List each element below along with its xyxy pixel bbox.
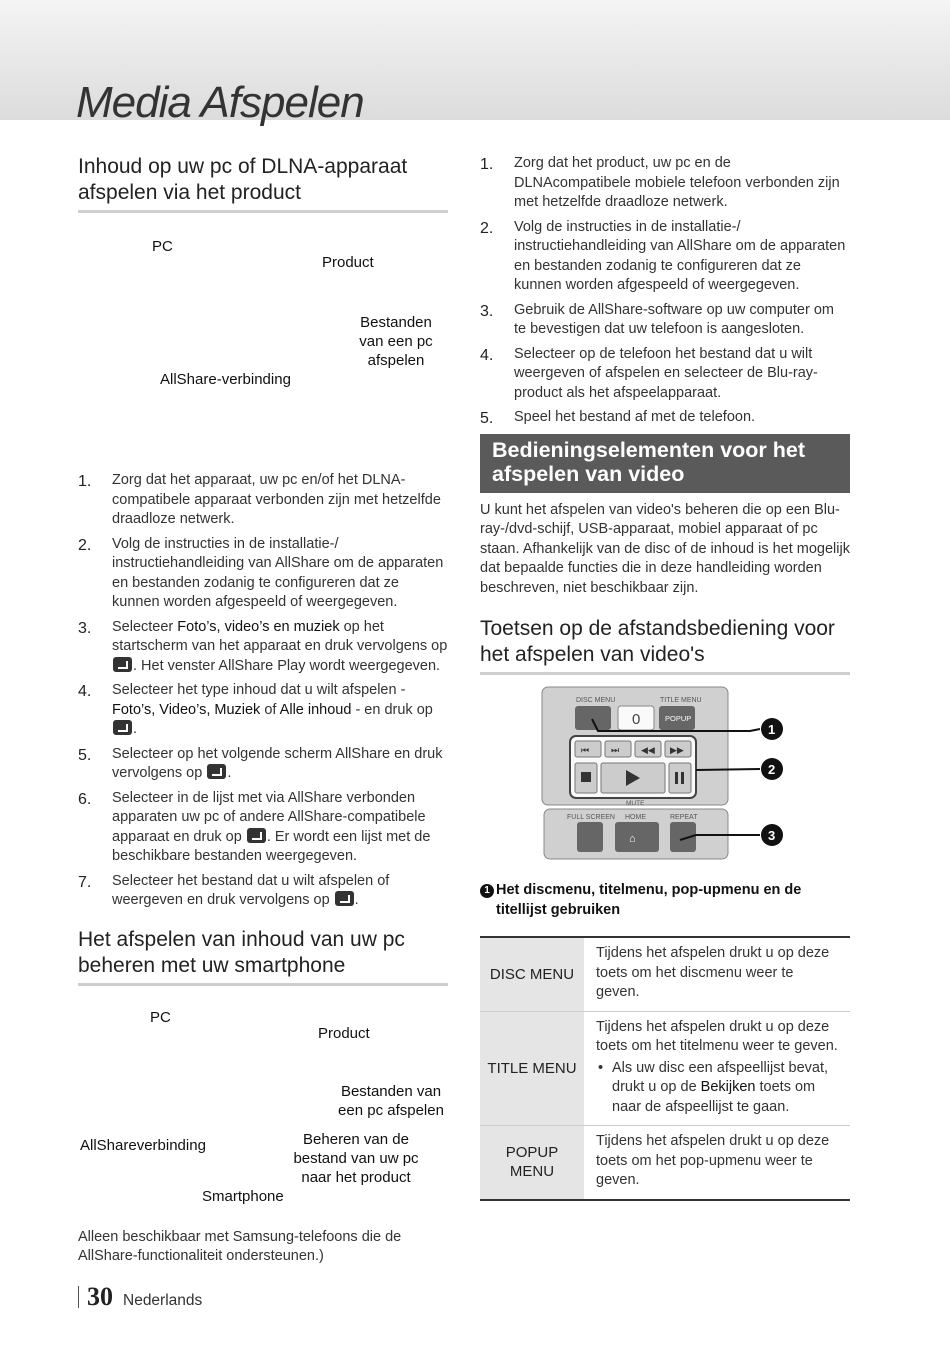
step-1: 1. Zorg dat het product, uw pc en de DLNAcompatibele mobiele telefoon verbonden zijn met hetzelfde draadloze netwerk. — [480, 155, 840, 210]
diagram-label-connection: AllShareverbinding — [80, 1136, 206, 1154]
diagram-label-pc: PC — [150, 1008, 171, 1026]
enter-icon — [335, 891, 354, 906]
table-desc: Tijdens het afspelen drukt u op deze toets om het pop-upmenu weer te geven. — [596, 1133, 830, 1188]
left-column — [78, 154, 448, 1267]
section-title-pc-dlna: Inhoud op uw pc of DLNA-apparaat afspelen via het product — [78, 154, 448, 213]
diagram-label-files: Bestanden van een pc afspelen — [359, 314, 433, 369]
table-key: TITLE MENU — [480, 1011, 584, 1126]
enter-icon — [247, 828, 266, 843]
table-desc: Tijdens het afspelen drukt u op deze toets om het titelmenu weer te geven. • Als uw disc een afspeellijst bevat, drukt u op de Bekijken toets om naar de afspeellijst te gaan. — [584, 1011, 850, 1126]
diagram-label-product: Product — [318, 1024, 370, 1042]
pc-icon — [90, 1026, 208, 1110]
diagram-label-product: Product — [322, 254, 374, 271]
svg-text:⏭: ⏭ — [611, 745, 620, 755]
svg-text:0: 0 — [632, 711, 641, 728]
diagram-label-files: Bestanden van een pc afspelen — [338, 1082, 444, 1119]
table-desc: Tijdens het afspelen drukt u op deze toets om het discmenu weer te geven. — [584, 937, 850, 1011]
product-icon — [266, 1050, 416, 1072]
remote-button-table — [480, 936, 850, 1201]
step-5: 5. Selecteer op het volgende scherm AllShare en druk vervolgens op . — [78, 745, 443, 781]
svg-text:3: 3 — [768, 828, 776, 843]
step-7: 7. Selecteer het bestand dat u wilt afspelen of weergeven en druk vervolgens op . — [78, 872, 390, 908]
section-title-video-controls: Bedieningselementen voor het afspelen van video — [480, 434, 850, 493]
svg-text:1: 1 — [768, 722, 776, 737]
page-title: Media Afspelen — [76, 78, 364, 127]
smartphone-icon — [214, 1095, 260, 1170]
svg-text:TITLE MENU: TITLE MENU — [660, 697, 702, 704]
step-2: 2. Volg de instructies in de installatie-/ instructiehandleiding van AllShare om de apparaten en bestanden zodanig te configureren dat ze kunnen worden afgespeeld of weergegeven. — [78, 535, 444, 610]
table-row — [480, 937, 850, 1011]
svg-text:2: 2 — [768, 762, 776, 777]
product-icon — [268, 281, 418, 303]
callout-number: 1 — [480, 884, 494, 898]
svg-text:▶▶: ▶▶ — [670, 745, 684, 755]
step-4: 4. Selecteer op de telefoon het bestand dat u wilt weergeven of afspelen en selecteer de Blu-ray-product als het afspeelapparaat. — [480, 345, 818, 401]
svg-text:REPEAT: REPEAT — [670, 814, 698, 821]
svg-text:⏮: ⏮ — [581, 745, 590, 755]
right-column — [480, 154, 850, 1201]
svg-text:POPUP: POPUP — [665, 714, 692, 723]
smartphone-diagram — [78, 996, 448, 1218]
enter-icon — [113, 720, 132, 735]
step-3: 3. Selecteer Foto’s, video’s en muziek op het startscherm van het apparaat en druk vervolgens op . Het venster AllShare Play wordt weergegeven. — [78, 618, 448, 674]
section-title-smartphone: Het afspelen van inhoud van uw pc beheren met uw smartphone — [78, 927, 448, 986]
svg-text:FULL SCREEN: FULL SCREEN — [567, 814, 615, 821]
remote-graphics — [480, 685, 850, 865]
step-2: 2. Volg de instructies in de installatie-/ instructiehandleiding van AllShare om de apparaten en bestanden zodanig te configureren dat ze kunnen worden afgespeeld of weergegeven. — [480, 218, 846, 293]
svg-text:◀◀: ◀◀ — [641, 745, 655, 755]
steps-list-left — [78, 471, 448, 911]
svg-text:⌂: ⌂ — [629, 833, 636, 845]
table-bullet: • Als uw disc een afspeellijst bevat, drukt u op de Bekijken toets om naar de afspeellijst te gaan. — [596, 1059, 838, 1118]
step-1: 1. Zorg dat het apparaat, uw pc en/of het DLNA-compatibele apparaat verbonden zijn met hetzelfde draadloze netwerk. — [78, 472, 441, 527]
svg-text:MUTE: MUTE — [626, 800, 645, 807]
page-footer — [78, 1282, 202, 1312]
subheading-disc-menu: 1 Het discmenu, titelmenu, pop-upmenu en de titellijst gebruiken — [480, 881, 850, 920]
svg-text:DISC MENU: DISC MENU — [576, 697, 616, 704]
table-row — [480, 1126, 850, 1200]
remote-illustration — [480, 685, 850, 865]
page-number: 30 — [87, 1282, 113, 1311]
step-6: 6. Selecteer in de lijst met via AllShare verbonden apparaten uw pc of andere AllShare-compatibele apparaat en druk op . Er wordt een lijst met de beschikbare bestanden weergegeven. — [78, 789, 431, 864]
svg-text:HOME: HOME — [625, 814, 646, 821]
diagram-label-manage: Beheren van de bestand van uw pc naar het product — [293, 1130, 419, 1186]
footer-divider — [78, 1286, 79, 1308]
enter-icon — [113, 657, 132, 672]
section-title-remote-keys: Toetsen op de afstandsbediening voor het afspelen van video's — [480, 616, 850, 675]
step-4: 4. Selecteer het type inhoud dat u wilt afspelen - Foto’s, Video’s, Muziek of Alle inhoud - en druk op . — [78, 682, 433, 737]
step-5: 5. Speel het bestand af met de telefoon. — [480, 409, 756, 427]
pc-icon — [94, 257, 212, 341]
video-controls-intro: U kunt het afspelen van video's beheren die op een Blu-ray-/dvd-schijf, USB-apparaat, mobiel apparaat of pc staan. Afhankelijk van de disc of de inhoud is het mogelijk dat bepaalde functies die in deze handleiding worden beschreven, niet beschikbaar zijn. — [480, 501, 850, 596]
enter-icon — [207, 764, 226, 779]
allshare-diagram — [78, 223, 448, 457]
footer-language: Nederlands — [123, 1292, 203, 1309]
step-3: 3. Gebruik de AllShare-software op uw computer om te bevestigen dat uw telefoon is aangesloten. — [480, 301, 834, 337]
smartphone-note: Alleen beschikbaar met Samsung-telefoons die de AllShare-functionaliteit ondersteunen.) — [78, 1228, 402, 1264]
table-key: DISC MENU — [480, 937, 584, 1011]
diagram-label-connection: AllShare-verbinding — [160, 371, 291, 388]
diagram-label-phone: Smartphone — [202, 1187, 284, 1205]
table-row — [480, 1011, 850, 1126]
table-key: POPUP MENU — [480, 1126, 584, 1200]
steps-list-right — [480, 154, 850, 428]
diagram-label-pc: PC — [152, 238, 173, 255]
